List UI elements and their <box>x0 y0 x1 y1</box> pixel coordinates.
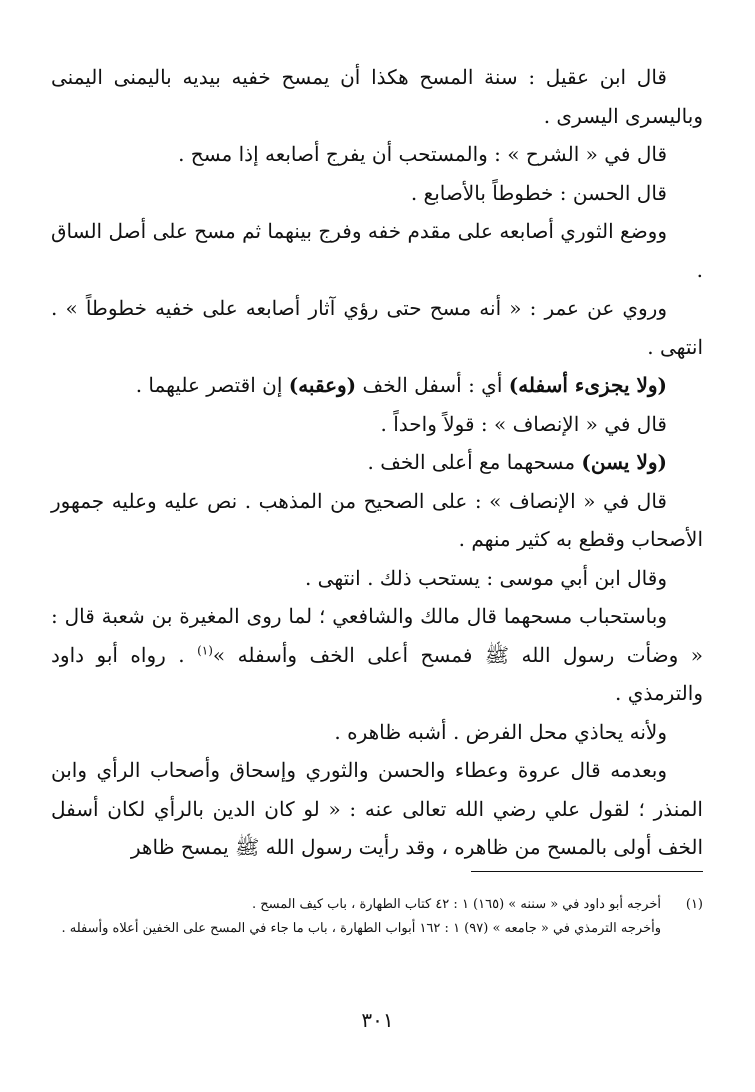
paragraph-1: قال ابن عقيل : سنة المسح هكذا أن يمسح خفيه بيديه باليمنى اليمنى وباليسرى اليسرى . <box>51 65 703 128</box>
paragraph-7: قال في « الإنصاف » : قولاً واحداً . <box>380 411 667 436</box>
footnote-divider <box>471 871 703 872</box>
footnote-reference[interactable]: (١) <box>197 642 213 657</box>
main-text <box>51 58 703 867</box>
paragraph-8 <box>51 443 703 482</box>
footnote-1 <box>53 893 703 917</box>
page-number: ٣٠١ <box>361 1008 394 1032</box>
footnotes <box>53 893 703 941</box>
paragraph-text: . رواه أبو داود والترمذي . <box>51 642 703 705</box>
paragraph-text: إن اقتصر عليهما . <box>135 373 289 397</box>
footnote-1-continued: وأخرجه الترمذي في « جامعه » (٩٧) ١ : ١٦٢ أبواب الطهارة ، باب ما جاء في المسح على الخفين أعلاه وأسفله . <box>61 921 661 936</box>
paragraph-12: ولأنه يحاذي محل الفرض . أشبه ظاهره . <box>334 719 667 744</box>
paragraph-text: وباستحباب مسحهما قال مالك والشافعي ؛ لما روى المغيرة بن شعبة قال : « وضأت رسول الله ﷺ فمسح أعلى الخف وأسفله » <box>51 604 703 667</box>
footnote-text: أخرجه أبو داود في « سننه » (١٦٥) ١ : ٤٢ كتاب الطهارة ، باب كيف المسح . <box>252 897 661 912</box>
paragraph-11 <box>51 597 703 713</box>
paragraph-9: قال في « الإنصاف » : على الصحيح من المذهب . نص عليه وعليه جمهور الأصحاب وقطع به كثير منهم . <box>51 488 703 551</box>
paragraph-2: قال في « الشرح » : والمستحب أن يفرج أصابعه إذا مسح . <box>178 142 667 166</box>
paragraph-3: قال الحسن : خطوطاً بالأصابع . <box>410 180 667 205</box>
paragraph-10: وقال ابن أبي موسى : يستحب ذلك . انتهى . <box>304 565 667 590</box>
paragraph-4: ووضع الثوري أصابعه على مقدم خفه وفرج بينهما ثم مسح على أصل الساق . <box>51 219 703 282</box>
footnote-number: (١) <box>685 897 703 912</box>
bold-term: (ولا يسن) <box>581 450 667 474</box>
paragraph-13: وبعدمه قال عروة وعطاء والحسن والثوري وإسحاق وأصحاب الرأي وابن المنذر ؛ لقول علي رضي الله تعالى عنه : « لو كان الدين بالرأي لكان أسفل الخف أولى بالمسح من ظاهره ، وقد رأيت رسول الله ﷺ يمسح ظاهر <box>51 758 703 859</box>
paragraph-text: مسحهما مع أعلى الخف . <box>367 450 582 474</box>
paragraph-6 <box>51 366 703 405</box>
bold-term: (ولا يجزىء أسفله) <box>508 373 667 397</box>
paragraph-5: وروي عن عمر : « أنه مسح حتى رؤي آثار أصابعه على خفيه خطوطاً » . انتهى . <box>51 296 703 359</box>
bold-term: (وعقبه) <box>288 373 357 397</box>
paragraph-text: أي : أسفل الخف <box>356 373 509 397</box>
